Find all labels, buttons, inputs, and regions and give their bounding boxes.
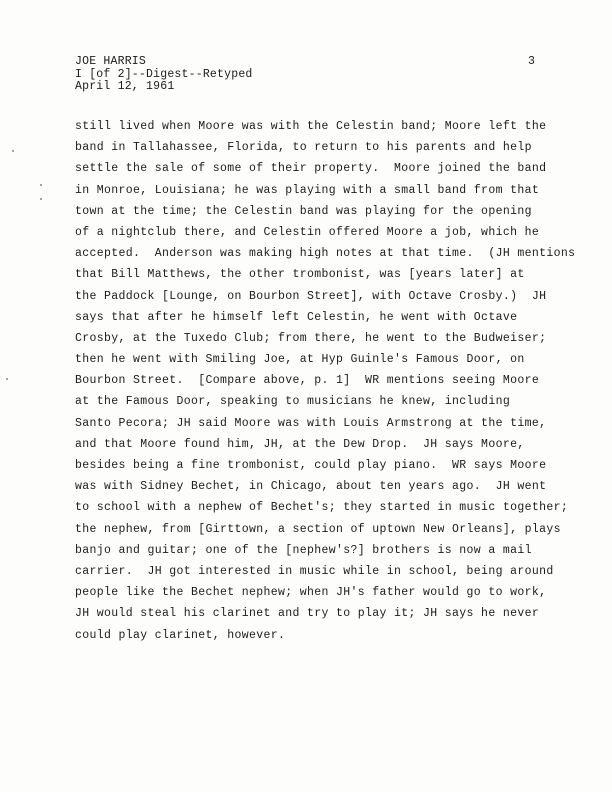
text-line: JH would steal his clarinet and try to play it; JH says he never: [75, 607, 540, 621]
text-line: and that Moore found him, JH, at the Dew Drop. JH says Moore,: [75, 437, 525, 451]
text-line: could play clarinet, however.: [75, 628, 286, 642]
text-line: at the Famous Door, speaking to musicians he knew, including: [75, 395, 511, 409]
session-label: I [of 2]--Digest--Retyped: [75, 67, 253, 81]
text-line: the Paddock [Lounge, on Bourbon Street], with Octave Crosby.) JH: [75, 289, 547, 303]
text-line: Crosby, at the Tuxedo Club; from there, he went to the Budweiser;: [75, 331, 547, 345]
text-line: still lived when Moore was with the Celestin band; Moore left the: [75, 120, 547, 133]
page-number: 3: [528, 55, 535, 68]
text-line: in Monroe, Louisiana; he was playing with a small band from that: [75, 183, 540, 197]
text-line: says that after he himself left Celestin, he went with Octave: [75, 310, 518, 324]
text-line: that Bill Matthews, the other trombonist, was [years later] at: [75, 268, 525, 282]
text-line: Bourbon Street. [Compare above, p. 1] WR mentions seeing Moore: [75, 374, 540, 388]
scan-speck: [40, 184, 42, 186]
text-line: then he went with Smiling Joe, at Hyp Guinle's Famous Door, on: [75, 353, 525, 367]
scan-speck: [6, 378, 8, 380]
text-line: Santo Pecora; JH said Moore was with Louis Armstrong at the time,: [75, 416, 547, 430]
digest-body: [75, 116, 575, 646]
text-line: accepted. Anderson was making high notes at that time. (JH mentions: [75, 247, 576, 261]
document-header: [75, 56, 253, 94]
text-line: to school with a nephew of Bechet's; they started in music together;: [75, 501, 569, 515]
interview-date: April 12, 1961: [75, 80, 175, 93]
text-line: band in Tallahassee, Florida, to return to his parents and help: [75, 141, 532, 155]
text-line: town at the time; the Celestin band was playing for the opening: [75, 204, 532, 218]
text-line: of a nightclub there, and Celestin offered Moore a job, which he: [75, 225, 540, 239]
interviewee-name: JOE HARRIS: [75, 55, 147, 68]
text-line: was with Sidney Bechet, in Chicago, about ten years ago. JH went: [75, 480, 547, 494]
text-line: besides being a fine trombonist, could play piano. WR says Moore: [75, 459, 547, 472]
text-line: banjo and guitar; one of the [nephew's?] brothers is now a mail: [75, 543, 532, 557]
scan-speck: [40, 198, 42, 200]
text-line: the nephew, from [Girttown, a section of uptown New Orleans], plays: [75, 522, 561, 536]
scan-speck: [12, 150, 14, 152]
text-line: carrier. JH got interested in music while in school, being around: [75, 564, 554, 578]
text-line: settle the sale of some of their property. Moore joined the band: [75, 162, 547, 176]
text-line: people like the Bechet nephew; when JH's father would go to work,: [75, 586, 547, 600]
